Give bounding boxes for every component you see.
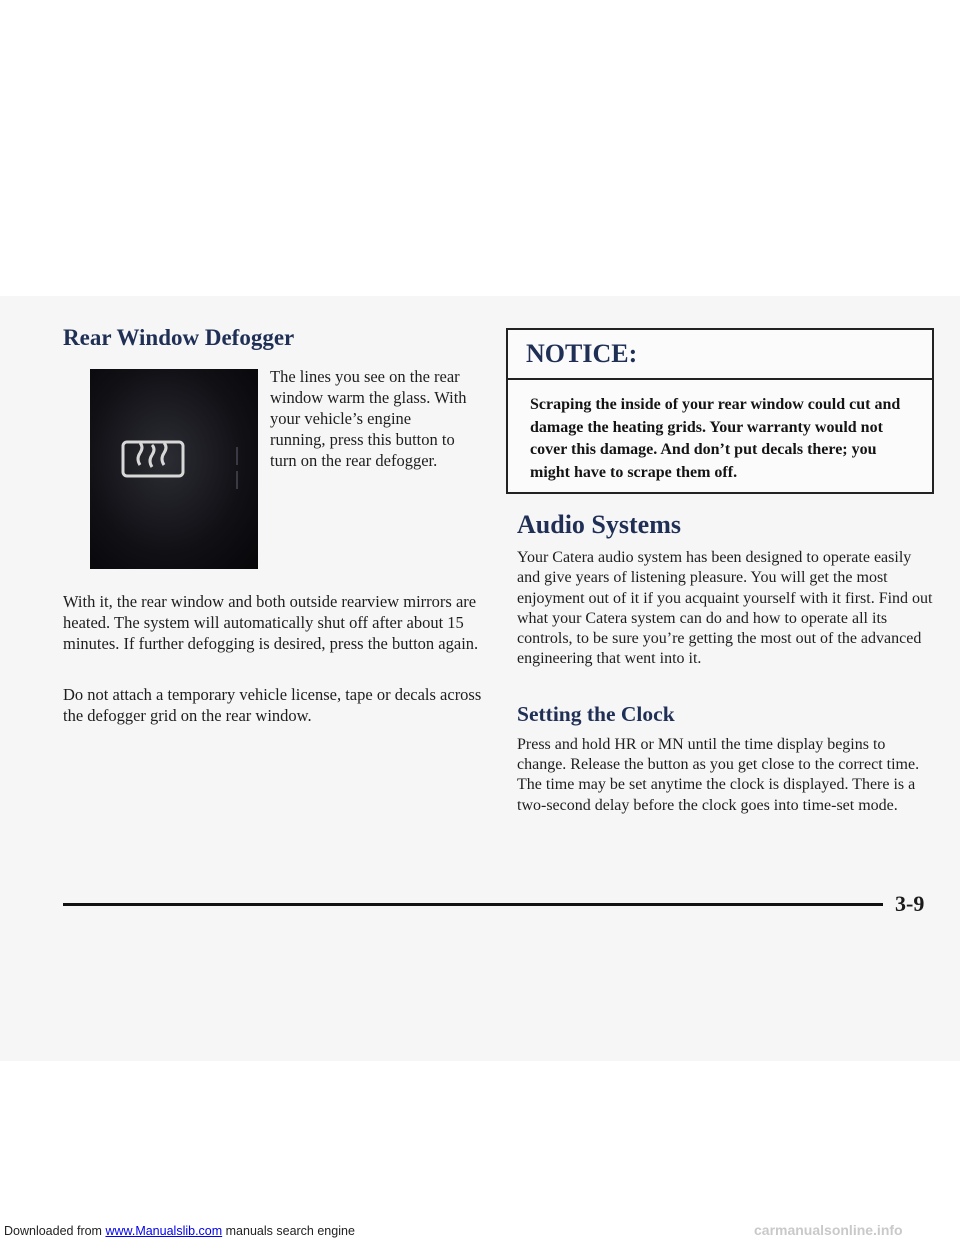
photo-detail (236, 447, 238, 465)
page-number: 3-9 (895, 891, 925, 916)
footer-suffix: manuals search engine (222, 1224, 355, 1238)
audio-systems-text: Your Catera audio system has been designed to operate easily and give years of listening pleasure. You will get the most enjoyment out of it if you acquaint yourself with it first. Find out what your Catera system can do and how to operate all its controls, to be sure you’re getting the most out of the advanced engineering that went into it. (517, 549, 933, 668)
rear-defogger-heading: Rear Window Defogger (63, 325, 295, 350)
footer-rule (63, 903, 883, 906)
manualslib-link[interactable]: www.Manualslib.com (105, 1224, 223, 1238)
defogger-intro-text: The lines you see on the rear window warm the glass. With your vehicle’s engine running, press this button to turn on the rear defogger. (270, 367, 467, 470)
defogger-paragraph-1: With it, the rear window and both outside rearview mirrors are heated. The system will automatically shut off after about 15 minutes. If further defogging is desired, press the button again. (63, 592, 479, 653)
defogger-button-photo (90, 369, 258, 569)
rear-defog-icon (120, 439, 186, 481)
footer-prefix: Downloaded from (4, 1224, 106, 1238)
defogger-paragraph-2: Do not attach a temporary vehicle license, tape or decals across the defogger grid on the rear window. (63, 685, 482, 725)
notice-title: NOTICE: (508, 330, 932, 380)
setting-clock-text: Press and hold HR or MN until the time display begins to change. Release the button as you get close to the correct time. The time may be set anytime the clock is displayed. There is a two-second delay before the clock goes into time-set mode. (517, 736, 920, 814)
photo-detail (236, 471, 238, 489)
setting-clock-heading: Setting the Clock (517, 702, 675, 726)
notice-box (506, 328, 934, 494)
download-footer (4, 1224, 355, 1238)
notice-body: Scraping the inside of your rear window could cut and damage the heating grids. Your warranty would not cover this damage. And don’t put decals there; you might have to scrape them off. (530, 396, 901, 481)
watermark-text: carmanualsonline.info (754, 1222, 903, 1238)
audio-systems-heading: Audio Systems (517, 510, 681, 539)
